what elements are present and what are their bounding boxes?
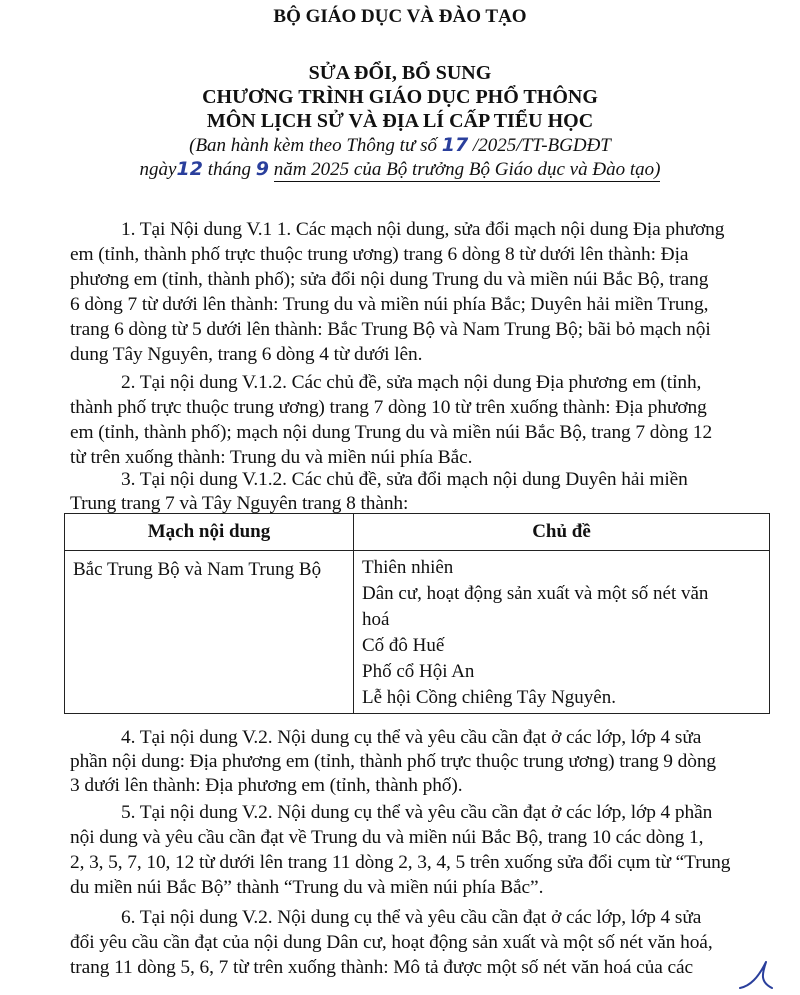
paragraph-1-line: 6 dòng 7 từ dưới lên thành: Trung du và miền núi phía Bắc; Duyên hải miền Trung, [70,294,709,315]
topic-item: Phố cổ Hội An [362,661,475,682]
date-day-prefix: ngày [139,159,177,180]
paragraph-3-line: 3. Tại nội dung V.1.2. Các chủ đề, sửa đổi mạch nội dung Duyên hải miền [121,469,688,490]
date-month-word: tháng [207,159,251,180]
paragraph-6-line: trang 11 dòng 5, 6, 7 từ trên xuống thành: Mô tả được một số nét văn hoá của các [70,957,693,978]
paragraph-5-line: nội dung và yêu cầu cần đạt về Trung du và miền núi Bắc Bộ, trang 10 các dòng 1, [70,827,704,848]
handwritten-day: 12 [176,158,203,180]
paragraph-1-line: dung Tây Nguyên, trang 6 dòng 4 từ dưới lên. [70,344,423,365]
paragraph-1-line: trang 6 dòng từ 5 dưới lên thành: Bắc Trung Bộ và Nam Trung Bộ; bãi bỏ mạch nội [70,319,711,340]
paragraph-2-line: thành phố trực thuộc trung ương) trang 7 dòng 10 từ trên xuống thành: Địa phương [70,397,707,418]
table-header-topic: Chủ đề [354,514,770,551]
table-row [65,551,770,714]
paragraph-6-line: đổi yêu cầu cần đạt của nội dung Dân cư, hoạt động sản xuất và một số nét văn hoá, [70,932,713,953]
content-topic-table [64,513,770,714]
paragraph-2-line: 2. Tại nội dung V.1.2. Các chủ đề, sửa mạch nội dung Địa phương em (tỉnh, [121,372,702,393]
issued-line [0,136,800,155]
paragraph-4-line: 4. Tại nội dung V.2. Nội dung cụ thể và yêu cầu cần đạt ở các lớp, lớp 4 sửa [121,727,702,748]
issued-prefix: (Ban hành kèm theo Thông tư số [189,135,437,156]
date-suffix: năm 2025 của Bộ trưởng Bộ Giáo dục và Đào tạo) [273,159,661,180]
topic-item: hoá [362,609,390,630]
table-header-content-strand: Mạch nội dung [65,514,354,551]
issued-date-line [0,160,800,179]
handwritten-initial-mark [736,958,776,992]
paragraph-3-line: Trung trang 7 và Tây Nguyên trang 8 thành: [70,493,409,514]
paragraph-5-line: du miền núi Bắc Bộ” thành “Trung du và miền núi phía Bắc”. [70,877,544,898]
table-cell-strand [65,551,354,714]
paragraph-5-line: 5. Tại nội dung V.2. Nội dung cụ thể và yêu cầu cần đạt ở các lớp, lớp 4 phần [121,802,713,823]
paragraph-1-line: 1. Tại Nội dung V.1 1. Các mạch nội dung, sửa đổi mạch nội dung Địa phương [121,219,725,240]
paragraph-2-line: em (tỉnh, thành phố); mạch nội dung Trung du và miền núi Bắc Bộ, trang 7 dòng 12 [70,422,713,443]
strand-name: Bắc Trung Bộ và Nam Trung Bộ [73,559,322,580]
document-title-line-1: SỬA ĐỔI, BỔ SUNG [308,62,492,84]
paragraph-1-line: phương em (tỉnh, thành phố); sửa đổi nội dung Trung du và miền núi Bắc Bộ, trang [70,269,709,290]
paragraph-2-line: từ trên xuống thành: Trung du và miền núi phía Bắc. [70,447,473,468]
paragraph-1-line: em (tỉnh, thành phố trực thuộc trung ương) trang 6 dòng 8 từ dưới lên thành: Địa [70,244,689,265]
topic-item: Cố đô Huế [362,635,445,656]
document-title-line-2: CHƯƠNG TRÌNH GIÁO DỤC PHỔ THÔNG [202,86,598,108]
paragraph-6-line: 6. Tại nội dung V.2. Nội dung cụ thể và yêu cầu cần đạt ở các lớp, lớp 4 sửa [121,907,702,928]
topic-item: Lễ hội Cồng chiêng Tây Nguyên. [362,687,616,708]
issued-suffix: /2025/TT-BGDĐT [472,135,611,156]
paragraph-5-line: 2, 3, 5, 7, 10, 12 từ dưới lên trang 11 dòng 2, 3, 4, 5 trên xuống sửa đổi cụm từ “Trung [70,852,731,873]
paragraph-4-line: phần nội dung: Địa phương em (tỉnh, thành phố trực thuộc trung ương) trang 9 dòng [70,751,717,772]
ministry-name: BỘ GIÁO DỤC VÀ ĐÀO TẠO [273,6,527,27]
paragraph-4-line: 3 dưới lên thành: Địa phương em (tỉnh, thành phố). [70,775,463,796]
handwritten-circular-number: 17 [441,134,469,156]
table-cell-topics [354,551,770,714]
topic-item: Dân cư, hoạt động sản xuất và một số nét văn [362,583,709,604]
topic-item: Thiên nhiên [362,557,454,578]
handwritten-month: 9 [255,158,269,180]
document-title-line-3: MÔN LỊCH SỬ VÀ ĐỊA LÍ CẤP TIỂU HỌC [206,110,594,132]
